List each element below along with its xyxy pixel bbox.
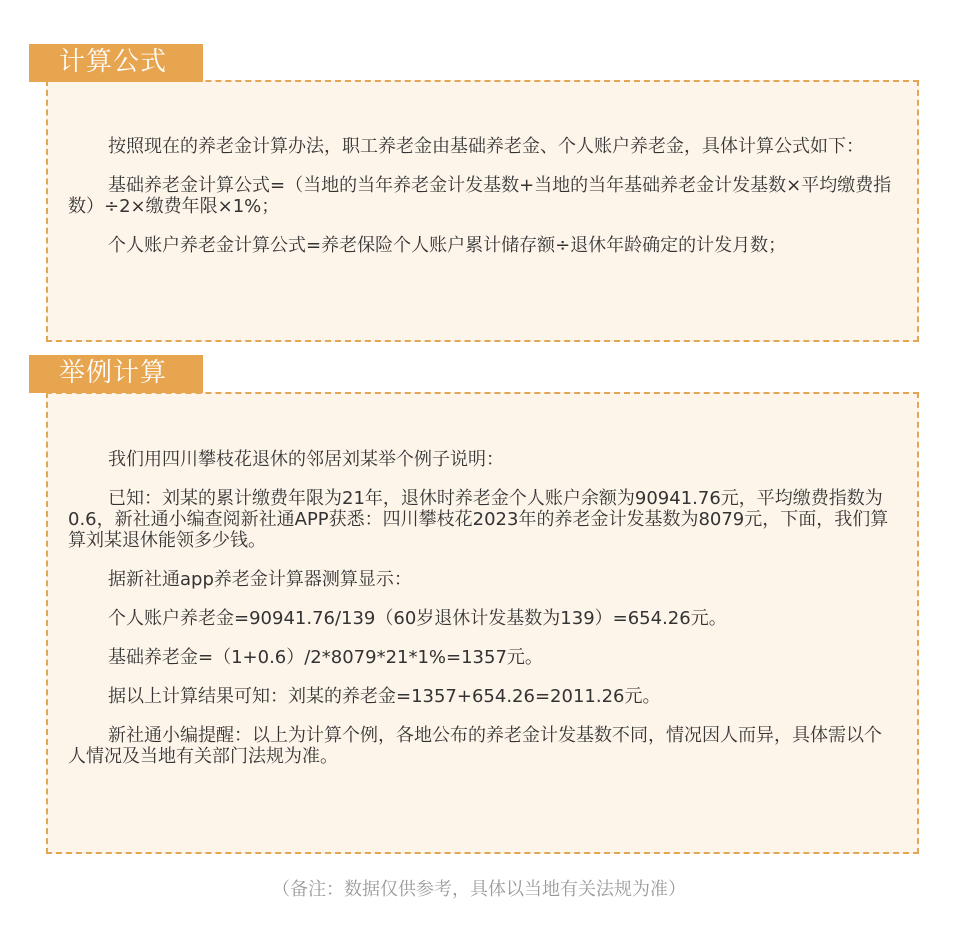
formula-intro-paragraph: 按照现在的养老金计算办法，职工养老金由基础养老金、个人账户养老金，具体计算公式如下： — [108, 136, 864, 157]
example-content-box — [46, 392, 919, 854]
example-intro-paragraph: 我们用四川攀枝花退休的邻居刘某举个例子说明： — [108, 449, 504, 470]
example-calculator-paragraph: 据新社通app养老金计算器测算显示： — [108, 569, 412, 590]
example-section-title: 举例计算 — [29, 355, 203, 393]
example-personal-account-paragraph: 个人账户养老金=90941.76/139（60岁退休计发基数为139）=654.26元。 — [108, 608, 727, 629]
formula-section-title: 计算公式 — [29, 44, 203, 82]
basic-pension-formula-paragraph: 基础养老金计算公式=（当地的当年养老金计发基数+当地的当年基础养老金计发基数×平均缴费指数）÷2×缴费年限×1%； — [68, 175, 892, 217]
example-reminder-paragraph: 新社通小编提醒：以上为计算个例，各地公布的养老金计发基数不同，情况因人而异，具体需以个人情况及当地有关部门法规为准。 — [68, 725, 882, 767]
example-known-paragraph: 已知：刘某的累计缴费年限为21年，退休时养老金个人账户余额为90941.76元，平均缴费指数为0.6，新社通小编查阅新社通APP获悉：四川攀枝花2023年的养老金计发基数为8079元，下面，我们算算刘某退休能领多少钱。 — [68, 488, 889, 551]
footer-note: （备注：数据仅供参考，具体以当地有关法规为准） — [272, 879, 686, 900]
formula-content-box — [46, 80, 919, 342]
example-result-paragraph: 据以上计算结果可知：刘某的养老金=1357+654.26=2011.26元。 — [108, 686, 661, 707]
personal-account-formula-paragraph: 个人账户养老金计算公式=养老保险个人账户累计储存额÷退休年龄确定的计发月数； — [108, 235, 787, 256]
example-basic-pension-paragraph: 基础养老金=（1+0.6）/2*8079*21*1%=1357元。 — [108, 647, 543, 668]
